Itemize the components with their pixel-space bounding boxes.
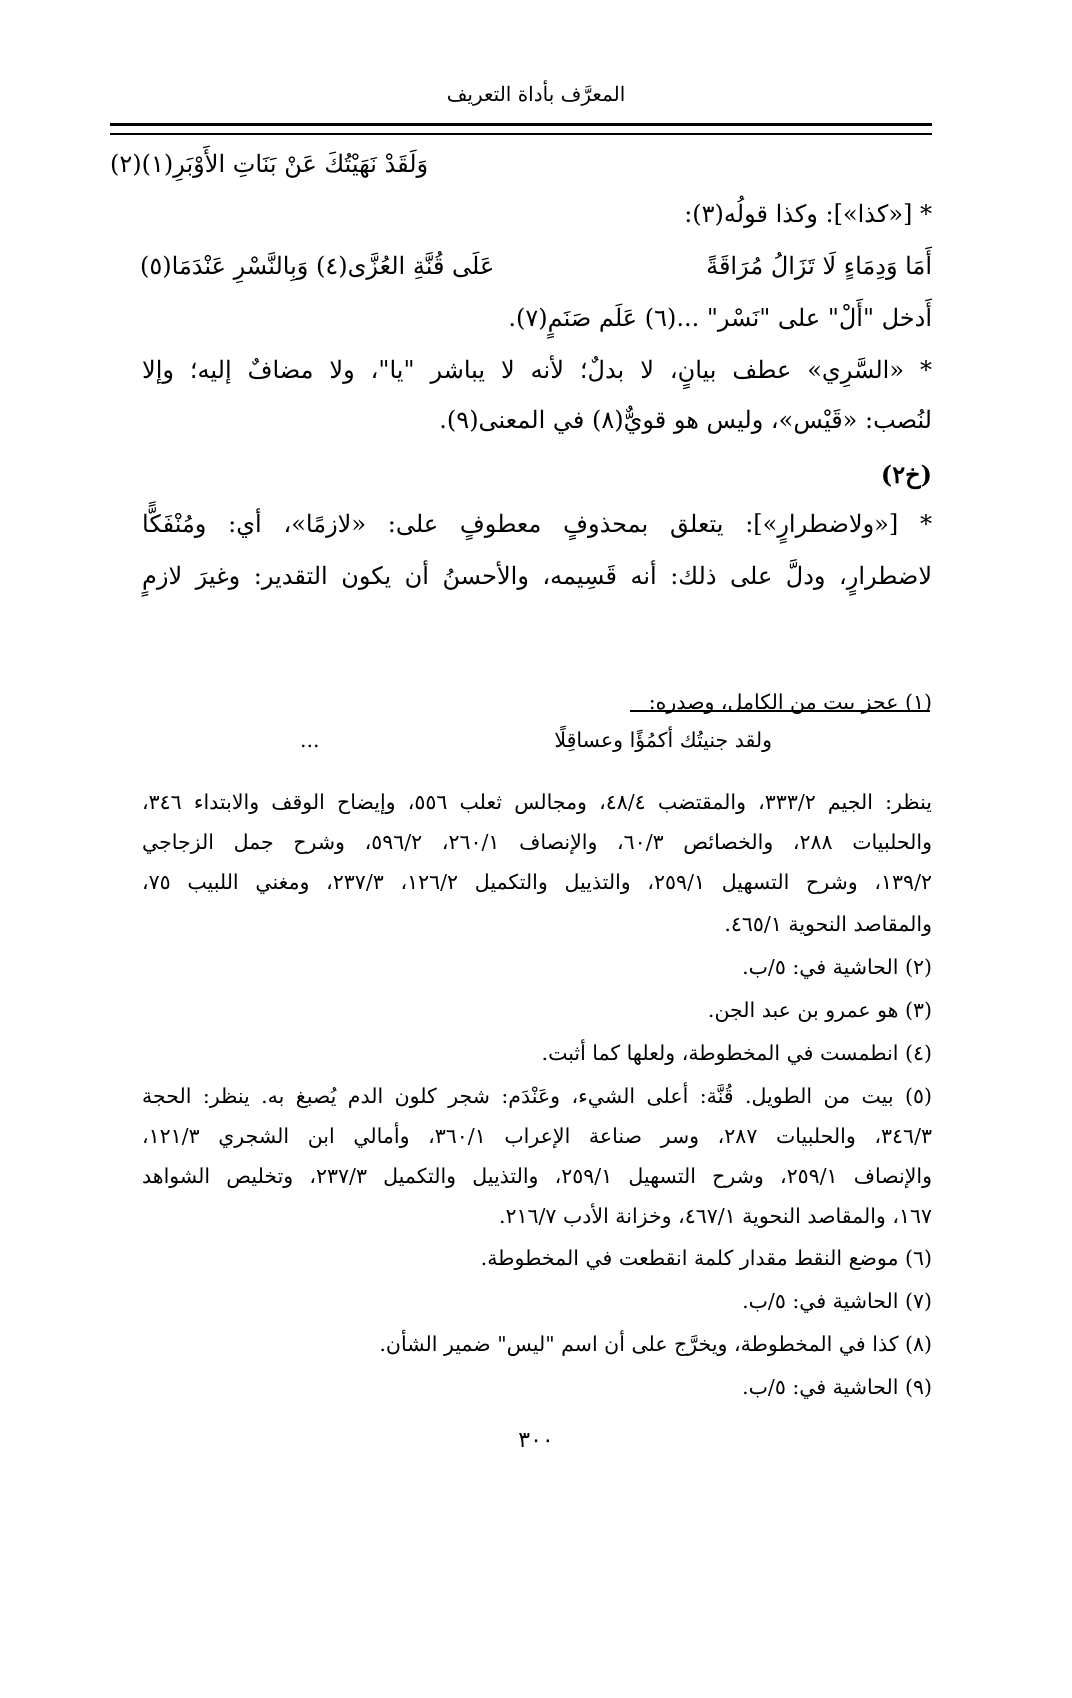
body-line-5: * [«ولاضطرارٍ»]: يتعلق بمحذوفٍ معطوفٍ على: «لازمًا»، أي: ومُنْفَكًّا (142, 510, 932, 538)
footnote-7: (٧) الحاشية في: ٥/ب. (742, 1289, 932, 1313)
footnote-8: (٨) كذا في المخطوطة، ويخرَّج على أن اسم "ليس" ضمير الشأن. (379, 1332, 932, 1356)
footnote-5-line-2: ٣٤٦/٣، والحلبيات ٢٨٧، وسر صناعة الإعراب ٣٦٠/١، وأمالي ابن الشجري ١٢١/٣، (142, 1124, 932, 1148)
verse2-right-hemistich: أَمَا وَدِمَاءٍ لَا تَزَالُ مُرَاقَةً (706, 252, 932, 280)
body-line-4: لنُصب: «قَيْس»، وليس هو قويٌّ(٨) في المعنى(٩). (439, 406, 932, 434)
footnote-5-line-1: (٥) بيت من الطويل. قُنَّة: أعلى الشيء، وعَنْدَم: شجر كلون الدم يُصبغ به. ينظر: الحجة (142, 1084, 932, 1108)
manuscript-marker: (خ٢) (880, 460, 932, 489)
footnote-1-refs-line-1: ينظر: الجيم ٣٣٣/٢، والمقتضب ٤٨/٤، ومجالس ثعلب ٥٥٦، وإيضاح الوقف والابتداء ٣٤٦، (142, 790, 933, 814)
verse-line-1: وَلَقَدْ نَهَيْتُكَ عَنْ بَنَاتِ الأَوْبَرِ(١)(٢) (110, 150, 429, 178)
footnote-3: (٣) هو عمرو بن عبد الجن. (707, 998, 932, 1022)
header-rule-thick (110, 123, 932, 126)
footnote-1-verse-left: ... (300, 728, 320, 752)
footnote-1-refs-line-4: والمقاصد النحوية ٤٦٥/١. (724, 912, 932, 936)
footnote-1-verse-right: ولقد جنيتُك أكمُؤًا وعساقِلًا (554, 728, 772, 752)
footnote-1-refs-line-2: والحلبيات ٢٨٨، والخصائص ٦٠/٣، والإنصاف ٢٦٠/١، ٥٩٦/٢، وشرح جمل الزجاجي (142, 830, 933, 854)
footnote-5-line-4: ١٦٧، والمقاصد النحوية ٤٦٧/١، وخزانة الأدب ٢١٦/٧. (498, 1204, 932, 1228)
footnote-2: (٢) الحاشية في: ٥/ب. (742, 955, 932, 979)
body-line-3: * «السَّرِي» عطف بيانٍ، لا بدلٌ؛ لأنه لا يباشر "يا"، ولا مضافٌ إليه؛ وإلا (142, 356, 932, 384)
verse2-left-hemistich: عَلَى قُنَّةِ العُزَّى(٤) وَبِالنَّسْرِ عَنْدَمَا(٥) (140, 252, 495, 280)
footnote-5-line-3: والإنصاف ٢٥٩/١، وشرح التسهيل ٢٥٩/١، والتذييل والتكميل ٢٣٧/٣، وتخليص الشواهد (142, 1164, 932, 1188)
footnote-1-refs-line-3: ١٣٩/٢، وشرح التسهيل ٢٥٩/١، والتذييل والتكميل ١٢٦/٢، ٢٣٧/٣، ومغني اللبيب ٧٥، (142, 870, 932, 894)
body-line-2: أَدخل "أَلْ" على "نَسْر" ...(٦) عَلَم صَنَمٍ(٧). (508, 304, 932, 332)
body-line-6: لاضطرارٍ، ودلَّ على ذلك: أنه قَسِيمه، والأحسنُ أن يكون التقدير: وغيرَ لازمٍ (142, 562, 932, 590)
footnote-4: (٤) انطمست في المخطوطة، ولعلها كما أثبت. (541, 1041, 932, 1065)
running-header: المعرَّف بأداة التعريف (446, 82, 626, 106)
body-line-1: * [«كذا»]: وكذا قولُه(٣): (684, 200, 932, 228)
page-number: ٣٠٠ (518, 1428, 554, 1453)
footnote-6: (٦) موضع النقط مقدار كلمة انقطعت في المخطوطة. (480, 1246, 932, 1270)
footnote-9: (٩) الحاشية في: ٥/ب. (742, 1375, 932, 1399)
header-rule-thin (110, 133, 932, 135)
footnote-1-head: (١) عجز بيت من الكامل، وصدره: (648, 690, 932, 714)
